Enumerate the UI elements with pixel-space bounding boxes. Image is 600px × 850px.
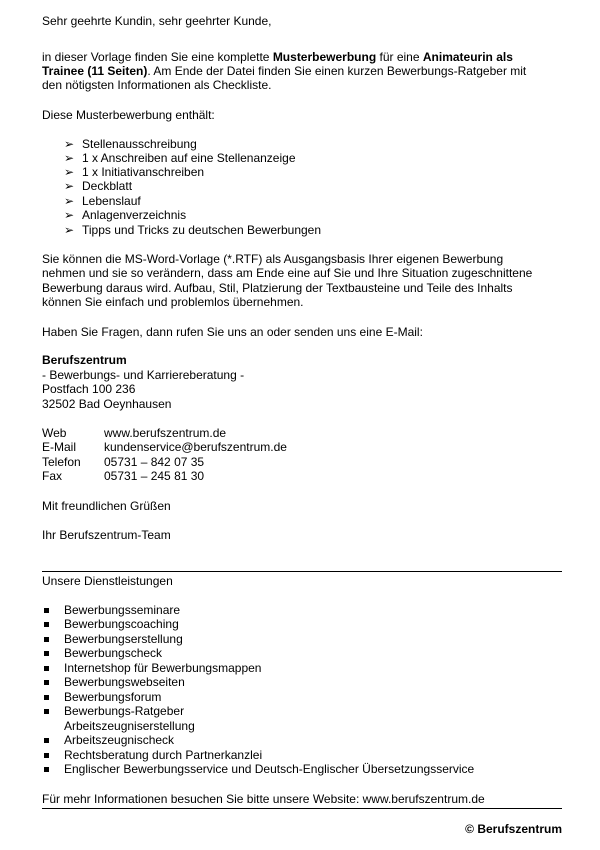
web-link[interactable]: www.berufszentrum.de bbox=[104, 426, 227, 440]
usage-line-3: Bewerbung daraus wird. Aufbau, Stil, Platzierung der Textbausteine und Teile des Inhalts bbox=[42, 281, 513, 295]
usage-line-2: nehmen und sie so verändern, dass am Ende eine auf Sie und Ihre Situation zugeschnittene bbox=[42, 266, 533, 280]
square-bullet-icon bbox=[44, 651, 49, 656]
contact-email: E-Mail kundenservice@berufszentrum.de bbox=[42, 440, 287, 454]
signature: Ihr Berufszentrum-Team bbox=[42, 528, 171, 542]
intro-text: in dieser Vorlage finden Sie eine komplette bbox=[42, 50, 273, 64]
company-tagline: - Bewerbungs- und Karriereberatung - bbox=[42, 368, 245, 382]
square-bullet-icon bbox=[44, 695, 49, 700]
list-item: Arbeitszeugniserstellung bbox=[64, 719, 195, 733]
arrow-bullet-icon: ➢ bbox=[64, 208, 75, 222]
list-item: Arbeitszeugnischeck bbox=[42, 733, 562, 747]
arrow-bullet-icon: ➢ bbox=[64, 165, 75, 179]
intro-text: . Am Ende der Datei finden Sie einen kurzen Bewerbungs-Ratgeber mit bbox=[147, 64, 527, 78]
list-item: ➢ 1 x Initiativanschreiben bbox=[64, 165, 205, 179]
intro-line-2 bbox=[42, 64, 526, 78]
list-item: Bewerbungscheck bbox=[42, 646, 562, 660]
square-bullet-icon bbox=[44, 637, 49, 642]
intro-line-3: den nötigsten Informationen als Checkliste. bbox=[42, 78, 272, 92]
intro-bold-trainee: Trainee (11 Seiten) bbox=[42, 64, 148, 78]
list-item: ➢ Anlagenverzeichnis bbox=[64, 208, 187, 222]
square-bullet-icon bbox=[44, 622, 49, 627]
usage-line-1: Sie können die MS-Word-Vorlage (*.RTF) als Ausgangsbasis Ihrer eigenen Bewerbung bbox=[42, 252, 504, 266]
contact-fax: Fax 05731 – 245 81 30 bbox=[42, 469, 205, 483]
square-bullet-icon bbox=[44, 608, 49, 613]
square-bullet-icon bbox=[44, 738, 49, 743]
list-item: ➢ Deckblatt bbox=[64, 179, 133, 193]
divider bbox=[42, 571, 562, 572]
list-item: ➢ Stellenausschreibung bbox=[64, 137, 197, 151]
city: 32502 Bad Oeynhausen bbox=[42, 397, 172, 411]
list-item: Rechtsberatung durch Partnerkanzlei bbox=[42, 748, 562, 762]
arrow-bullet-icon: ➢ bbox=[64, 137, 75, 151]
intro-text: für eine bbox=[376, 50, 423, 64]
list-item: Bewerbungscoaching bbox=[42, 617, 562, 631]
arrow-bullet-icon: ➢ bbox=[64, 223, 75, 237]
usage-line-4: können Sie einfach und problemlos übernehmen. bbox=[42, 295, 304, 309]
intro-bold-musterbewerbung: Musterbewerbung bbox=[272, 50, 377, 64]
arrow-bullet-icon: ➢ bbox=[64, 151, 75, 165]
list-item: Bewerbungsforum bbox=[42, 690, 562, 704]
questions-text: Haben Sie Fragen, dann rufen Sie uns an oder senden uns eine E-Mail: bbox=[42, 325, 423, 339]
company-name: Berufszentrum bbox=[42, 353, 127, 367]
list-item: Internetshop für Bewerbungsmappen bbox=[42, 661, 562, 675]
list-item: ➢ 1 x Anschreiben auf eine Stellenanzeige bbox=[64, 151, 296, 165]
arrow-bullet-icon: ➢ bbox=[64, 179, 75, 193]
square-bullet-icon bbox=[44, 753, 49, 758]
email-link[interactable]: kundenservice@berufszentrum.de bbox=[104, 440, 287, 454]
intro-line-1 bbox=[42, 50, 513, 64]
square-bullet-icon bbox=[44, 709, 49, 714]
square-bullet-icon bbox=[44, 767, 49, 772]
arrow-bullet-icon: ➢ bbox=[64, 194, 75, 208]
list-item: ➢ Lebenslauf bbox=[64, 194, 141, 208]
list-item: Bewerbungs-Ratgeber bbox=[42, 704, 562, 718]
contains-heading: Diese Musterbewerbung enthält: bbox=[42, 108, 215, 122]
copyright: © Berufszentrum bbox=[465, 822, 562, 836]
contact-phone: Telefon 05731 – 842 07 35 bbox=[42, 455, 205, 469]
closing: Mit freundlichen Grüßen bbox=[42, 499, 171, 513]
square-bullet-icon bbox=[44, 680, 49, 685]
list-item: ➢ Tipps und Tricks zu deutschen Bewerbungen bbox=[64, 223, 322, 237]
list-item: Bewerbungsseminare bbox=[42, 603, 562, 617]
list-item: Englischer Bewerbungsservice und Deutsch-Englischer Übersetzungsservice bbox=[42, 762, 562, 776]
intro-bold-position: Animateurin als bbox=[422, 50, 513, 64]
divider bbox=[42, 808, 562, 809]
greeting: Sehr geehrte Kundin, sehr geehrter Kunde, bbox=[42, 14, 272, 28]
contact-web: Web www.berufszentrum.de bbox=[42, 426, 227, 440]
square-bullet-icon bbox=[44, 666, 49, 671]
list-item: Bewerbungswebseiten bbox=[42, 675, 562, 689]
po-box: Postfach 100 236 bbox=[42, 382, 136, 396]
services-heading: Unsere Dienstleistungen bbox=[42, 574, 173, 588]
list-item: Bewerbungserstellung bbox=[42, 632, 562, 646]
footer-info: Für mehr Informationen besuchen Sie bitte unsere Website: www.berufszentrum.de bbox=[42, 792, 485, 806]
